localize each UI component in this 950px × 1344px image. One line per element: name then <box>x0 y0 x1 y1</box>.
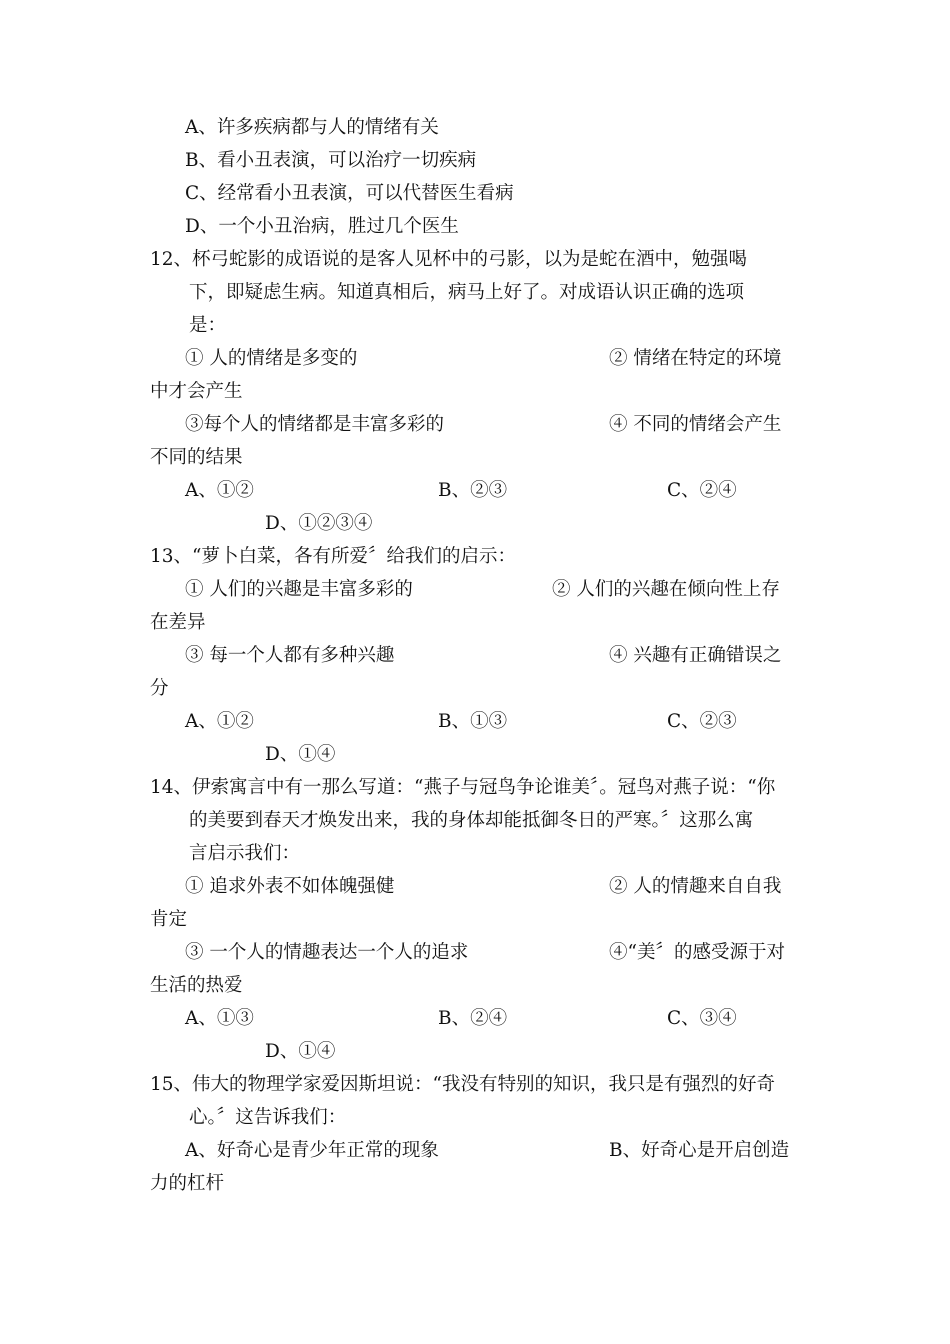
q12-statement-2: ② 情绪在特定的环境 <box>609 348 782 369</box>
q14-stem-line-2: 的美要到春天才焕发出来，我的身体却能抵御冬日的严寒。〞这那么寓 <box>189 810 754 831</box>
q12-choice-d: D、①②③④ <box>265 513 373 534</box>
q12-statement-3: ③每个人的情绪都是丰富多彩的 <box>185 414 445 435</box>
q15-stem-line-1: 15、伟大的物理学家爱因斯坦说：“我没有特别的知识，我只是有强烈的好奇 <box>150 1074 776 1095</box>
q12-stem-line-3: 是： <box>189 315 227 336</box>
q13-statement-4: ④ 兴趣有正确错误之 <box>609 645 782 666</box>
q12-statement-1: ① 人的情绪是多变的 <box>185 348 358 369</box>
q13-choice-b: B、①③ <box>438 711 508 732</box>
q11-option-d: D、一个小丑治病，胜过几个医生 <box>185 216 459 237</box>
q14-choice-b: B、②④ <box>438 1008 508 1029</box>
q12-stem-line-2: 下，即疑虑生病。知道真相后，病马上好了。对成语认识正确的选项 <box>189 282 745 303</box>
q12-choice-c: C、②④ <box>667 480 737 501</box>
q14-statement-4-cont: 生活的热爱 <box>150 975 243 996</box>
q13-stem-line-1: 13、“萝卜白菜，各有所爱〞给我们的启示： <box>150 546 516 567</box>
q15-option-b-cont: 力的杠杆 <box>150 1173 225 1194</box>
q13-statement-2-cont: 在差异 <box>150 612 206 633</box>
q14-choice-a: A、①③ <box>185 1008 254 1029</box>
q13-choice-a: A、①② <box>185 711 254 732</box>
q13-statement-1: ① 人们的兴趣是丰富多彩的 <box>185 579 413 600</box>
q15-option-a: A、好奇心是青少年正常的现象 <box>185 1140 439 1161</box>
q13-choice-d: D、①④ <box>265 744 336 765</box>
q13-choice-c: C、②③ <box>667 711 737 732</box>
q11-option-b: B、看小丑表演，可以治疗一切疾病 <box>185 150 477 171</box>
q14-statement-2-cont: 肯定 <box>150 909 188 930</box>
q14-statement-1: ① 追求外表不如体魄强健 <box>185 876 395 897</box>
q14-choice-d: D、①④ <box>265 1041 336 1062</box>
q14-stem-line-1: 14、伊索寓言中有一那么写道：“燕子与冠鸟争论谁美〞。冠鸟对燕子说：“你 <box>150 777 776 798</box>
q11-option-c: C、经常看小丑表演，可以代替医生看病 <box>185 183 514 204</box>
q13-statement-4-cont: 分 <box>150 678 169 699</box>
q14-stem-line-3: 言启示我们： <box>189 843 301 864</box>
q14-choice-c: C、③④ <box>667 1008 737 1029</box>
q12-statement-4: ④ 不同的情绪会产生 <box>609 414 782 435</box>
q14-statement-4: ④“美〞的感受源于对 <box>609 942 785 963</box>
q12-choice-b: B、②③ <box>438 480 508 501</box>
q15-option-b: B、好奇心是开启创造 <box>609 1140 790 1161</box>
q13-statement-3: ③ 每一个人都有多种兴趣 <box>185 645 395 666</box>
q15-stem-line-2: 心。〞这告诉我们： <box>189 1107 347 1128</box>
q11-option-a: A、许多疾病都与人的情绪有关 <box>185 117 439 138</box>
q14-statement-3: ③ 一个人的情趣表达一个人的追求 <box>185 942 469 963</box>
q14-statement-2: ② 人的情趣来自自我 <box>609 876 782 897</box>
q12-statement-2-cont: 中才会产生 <box>150 381 243 402</box>
q12-stem-line-1: 12、杯弓蛇影的成语说的是客人见杯中的弓影，以为是蛇在酒中，勉强喝 <box>150 249 748 270</box>
q13-statement-2: ② 人们的兴趣在倾向性上存 <box>552 579 780 600</box>
q12-choice-a: A、①② <box>185 480 254 501</box>
q12-statement-4-cont: 不同的结果 <box>150 447 243 468</box>
